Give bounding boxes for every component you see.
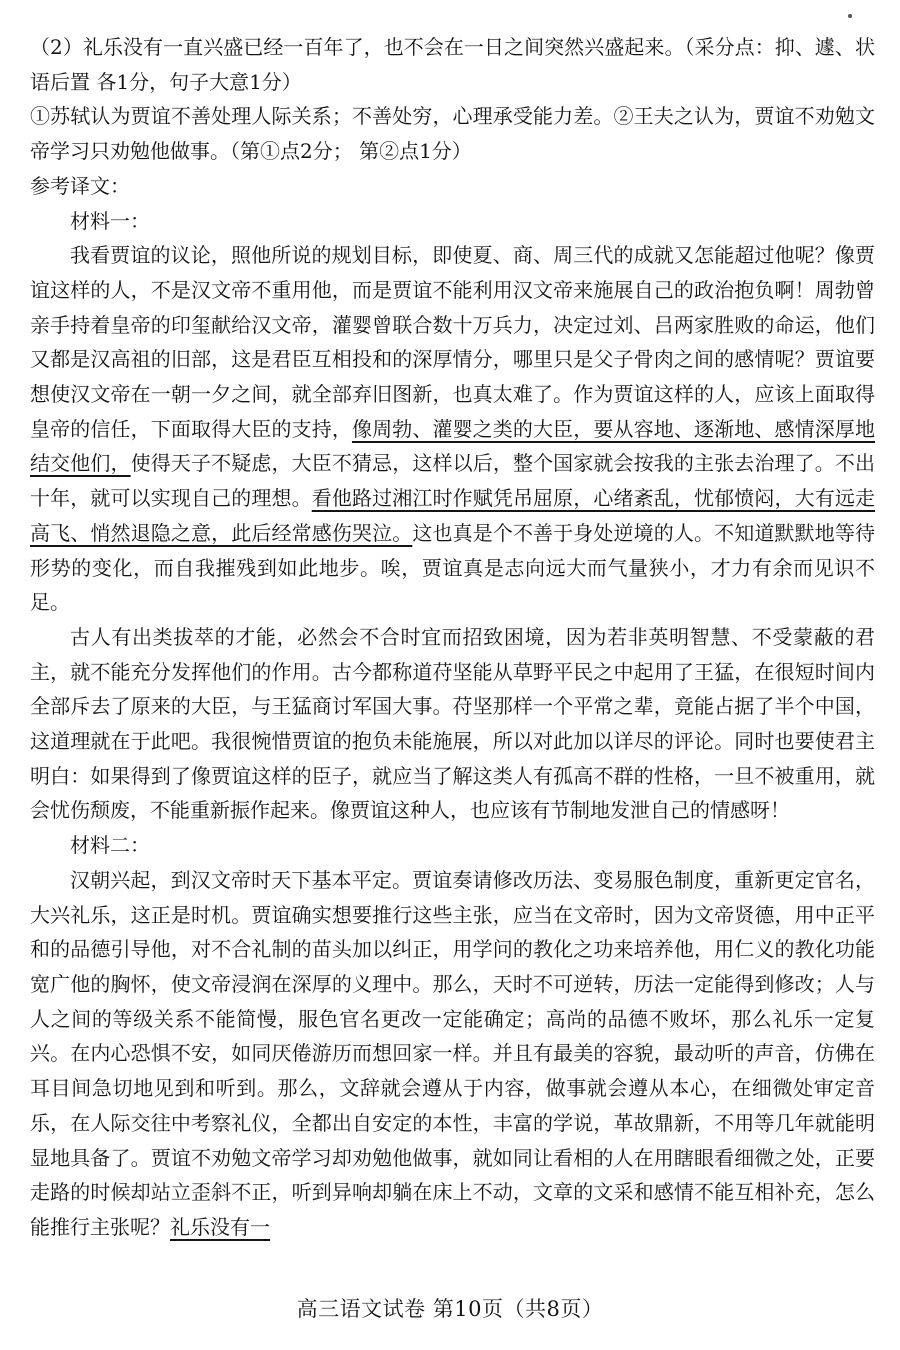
answer-points: ①苏轼认为贾谊不善处理人际关系；不善处穷，心理承受能力差。②王夫之认为，贾谊不劝勉文帝学习只劝勉他做事。（第①点2分； 第②点1分） (30, 104, 875, 164)
page-content (30, 30, 875, 1245)
m1p1-text-c: 这也真是个不善于身处逆境的人。不知道默默地等待形势的变化，而自我摧残到如此地步。唉，贾谊真是志向远大而气量狭小，才力有余而见识不足。 (30, 520, 876, 615)
m1p1-text-b: 使得天子不疑虑，大臣不猜忌，这样以后，整个国家就会按我的主张去治理了。不出十年，就可以实现自己的理想。 (30, 451, 876, 511)
m1p1-text-a: 我看贾谊的议论，照他所说的规划目标，即使夏、商、周三代的成就又怎能超过他呢？像贾谊这样的人，不是汉文帝不重用他，而是贾谊不能利用汉文帝来施展自己的政治抱负啊！周勃曾亲手持着皇帝的印玺献给汉文帝，灌婴曾联合数十万兵力，决定过刘、吕两家胜败的命运，他们又都是汉高祖的旧部，这是君臣互相投和的深厚情分，哪里只是父子骨肉之间的感情呢？贾谊要想使汉文帝在一朝一夕之间，就全部弃旧图新，也真太难了。作为贾谊这样的人，应该上面取得皇帝的信任，下面取得大臣的支持， (30, 243, 875, 441)
page-footer: 高三语文试卷 第10页（共8页） (296, 1297, 604, 1321)
material1-paragraph-2: 古人有出类拔萃的才能，必然会不合时宜而招致困境，因为若非英明智慧、不受蒙蔽的君主，就不能充分发挥他们的作用。古今都称道苻坚能从草野平民之中起用了王猛，在很短时间内全部斥去了原来的大臣，与王猛商讨军国大事。苻坚那样一个平常之辈，竟能占据了半个中国，这道理就在于此吧。我很惋惜贾谊的抱负未能施展，所以对此加以详尽的评论。同时也要使君主明白：如果得到了像贾谊这样的臣子，就应当了解这类人有孤高不群的性格，一旦不被重用，就会忧伤颓废，不能重新振作起来。像贾谊这种人，也应该有节制地发泄自己的情感呀！ (30, 624, 875, 823)
m1p1-underlined-2: 看他路过湘江时作赋凭吊屈原，心绪紊乱，忧郁愤闷，大有远走高飞、悄然退隐之意，此后经常感伤哭泣。 (30, 486, 876, 545)
scan-speck (848, 14, 852, 18)
m2p1-text: 汉朝兴起，到汉文帝时天下基本平定。贾谊奏请修改历法、变易服色制度，重新更定官名，大兴礼乐，这正是时机。贾谊确实想要推行这些主张，应当在文帝时，因为文帝贤德，用中正平和的品德引导他，对不合礼制的苗头加以纠正，用学问的教化之功来培养他，用仁义的教化功能宽广他的胸怀，使文帝浸润在深厚的义理中。那么，天时不可逆转，历法一定能得到修改；人与人之间的等级关系不能简慢，服色官名更改一定能确定；高尚的品德不败坏，那么礼乐一定复兴。在内心恐惧不安，如同厌倦游历而想回家一样。并且有最美的容貌，最动听的声音，仿佛在耳目间急切地见到和听到。那么，文辞就会遵从于内容，做事就会遵从本心，在细微处审定音乐，在人际交往中考察礼仪，全都出自安定的本性，丰富的学说，革故鼎新，不用等几年就能明显地具备了。贾谊不劝勉文帝学习却劝勉他做事，就如同让看相的人在用瞎眼看细微之处，正要走路的时候却站立歪斜不正，听到异响却躺在床上不动，文章的文采和感情不能互相补充，怎么能推行主张呢？ (30, 867, 875, 1239)
reference-heading: 参考译文： (30, 173, 130, 198)
m1p1-underlined-1: 像周勃、灌婴之类的大臣，要从容地、逐渐地、感情深厚地结交他们， (30, 416, 876, 476)
answer-translation-2: （2）礼乐没有一直兴盛已经一百年了，也不会在一日之间突然兴盛起来。（采分点：抑、遽、状语后置 各1分，句子大意1分） (30, 35, 875, 94)
material1-label: 材料一： (70, 208, 150, 233)
material1-paragraph-1 (30, 238, 875, 620)
material2-paragraph-1 (30, 863, 875, 1245)
m2p1-underlined: 礼乐没有一 (170, 1214, 270, 1239)
material2-label: 材料二： (70, 833, 150, 858)
